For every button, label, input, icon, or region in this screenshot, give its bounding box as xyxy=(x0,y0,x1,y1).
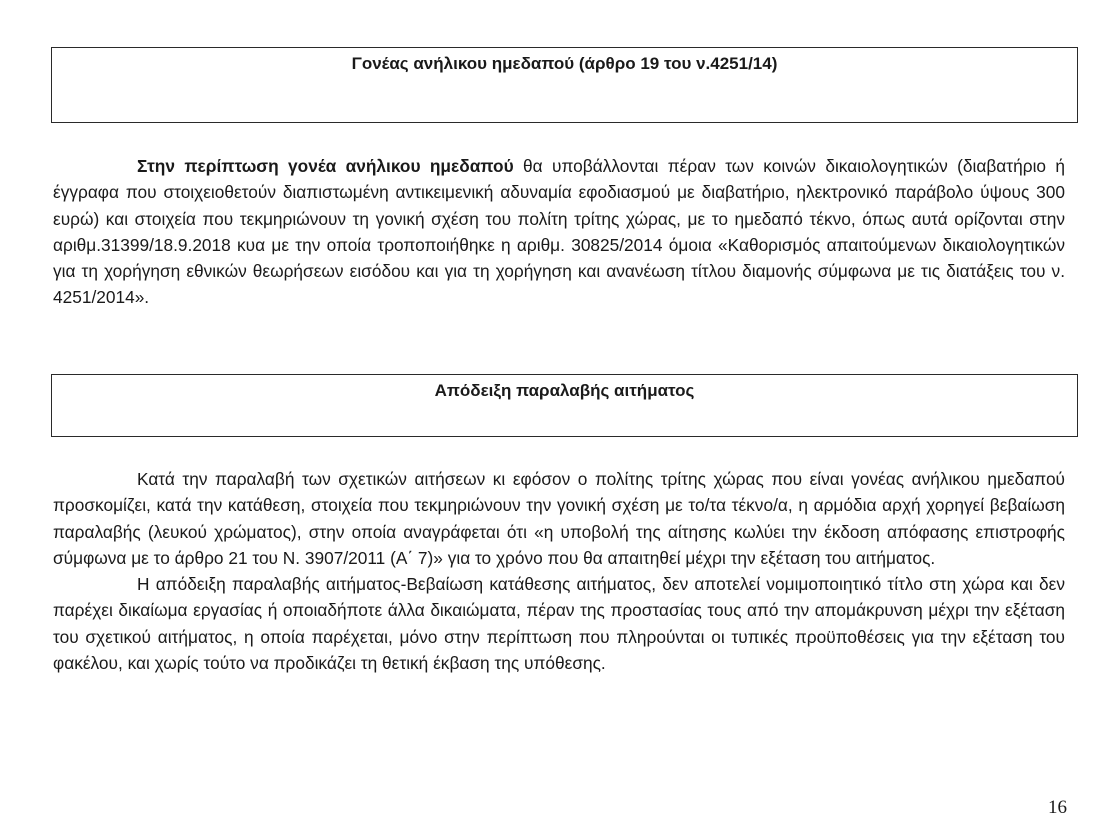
paragraph-block-receipt xyxy=(53,466,1065,676)
section-title-parent-of-minor: Γονέας ανήλικου ημεδαπού (άρθρο 19 του ν.4251/14) xyxy=(351,54,778,73)
section-heading-box-parent xyxy=(51,47,1078,123)
paragraph-block-parent xyxy=(53,153,1065,311)
paragraph-body: θα υποβάλλονται πέραν των κοινών δικαιολογητικών (διαβατήριο ή έγγραφα που στοιχειοθετούν διαπιστωμένη αντικειμενική αδυναμία εφοδιασμού με διαβατήριο, ηλεκτρονικό παράβολο ύψους 300 ευρώ) και στοιχεία που τεκμηριώνουν τη γονική σχέση του πολίτη τρίτης χώρας, με το ημεδαπό τέκνο, όπως αυτά ορίζονται στην αριθμ.31399/18.9.2018 κυα με την οποία τροποποιήθηκε η αριθμ. 30825/2014 όμοια «Καθορισμός απαιτούμενων δικαιολογητικών για τη χορήγηση εθνικών θεωρήσεων εισόδου και για τη χορήγηση και ανανέωση τίτλου διαμονής σύμφωνα με τις διατάξεις του ν. 4251/2014». xyxy=(53,156,1065,308)
paragraph-receipt-issuance: Κατά την παραλαβή των σχετικών αιτήσεων κι εφόσον ο πολίτης τρίτης χώρας που είναι γονέας ανήλικου ημεδαπού προσκομίζει, κατά την κατάθεση, στοιχεία που τεκμηριώνουν την γονική σχέση με το/τα τέκνο/α, η αρμόδια αρχή χορηγεί βεβαίωση παραλαβής (λευκού χρώματος), στην οποία αναγράφεται ότι «η υποβολή της αίτησης κωλύει την έκδοση απόφασης επιστροφής σύμφωνα με το άρθρο 21 του Ν. 3907/2011 (Α΄ 7)» για το χρόνο που θα απαιτηθεί μέχρι την εξέταση του αιτήματος. xyxy=(53,469,1065,568)
section-heading-box-receipt xyxy=(51,374,1078,437)
paragraph-lead-bold: Στην περίπτωση γονέα ανήλικου ημεδαπού xyxy=(137,156,514,176)
paragraph-parent-of-minor xyxy=(53,153,1065,311)
paragraph-receipt-legal-status: Η απόδειξη παραλαβής αιτήματος-Βεβαίωση κατάθεσης αιτήματος, δεν αποτελεί νομιμοποιητικό τίτλο στη χώρα και δεν παρέχει δικαίωμα εργασίας ή οποιαδήποτε άλλα δικαιώματα, πέραν της προστασίας τους από την απομάκρυνση μέχρι την εξέταση του σχετικού αιτήματος, η οποία παρέχεται, μόνο στην περίπτωση που πληρούνται οι τυπικές προϋποθέσεις για την εξέταση του φακέλου, και χωρίς τούτο να προδικάζει τη θετική έκβαση της υπόθεσης. xyxy=(53,574,1065,674)
section-title-receipt: Απόδειξη παραλαβής αιτήματος xyxy=(434,381,695,400)
page-number: 16 xyxy=(1048,797,1067,818)
